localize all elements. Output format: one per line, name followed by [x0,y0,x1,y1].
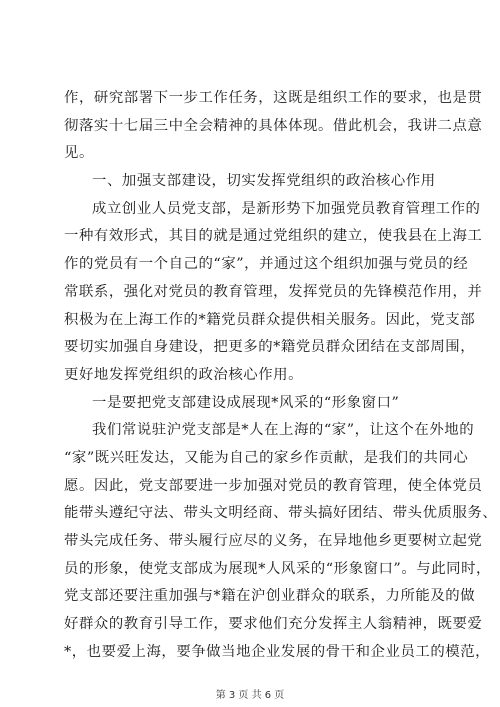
text-line: 更好地发挥党组织的政治核心作用。 [64,366,304,383]
page-footer: 第 3 页 共 6 页 [215,690,285,701]
text-line: 员的形象，使党支部成为展现*人风采的“形象窗口”。与此同时， [64,560,491,577]
text-line: 成立创业人员党支部，是新形势下加强党员教育管理工作的 [92,200,481,217]
text-line: 见。 [64,145,94,162]
text-line: “家”既兴旺发达，又能为自己的家乡作贡献，是我们的共同心 [64,449,469,466]
text-line: 作的党员有一个自己的“家”，并通过这个组织加强与党员的经 [64,256,469,273]
text-line: 我们常说驻沪党支部是*人在上海的“家”，让这个在外地的 [92,422,475,439]
document-body [64,88,498,669]
text-line: 能带头遵纪守法、带头文明经商、带头搞好团结、带头优质服务、 [64,505,498,522]
text-line: 作，研究部署下一步工作任务，这既是组织工作的要求，也是贯 [64,90,483,106]
text-line: 愿。因此，党支部要进一步加强对党员的教育管理，使全体党员 [64,477,483,494]
text-line: 好群众的教育引导工作，要求他们充分发挥主人翁精神，既要爱 [64,616,483,633]
text-line: 彻落实十七届三中全会精神的具体体现。借此机会，我讲二点意 [64,117,483,134]
text-line: 要切实加强自身建设，把更多的*籍党员群众团结在支部周围， [64,339,476,356]
text-line: 带头完成任务、带头履行应尽的义务，在异地他乡更要树立起党 [64,533,483,549]
text-line: 一是要把党支部建设成展现*风采的“形象窗口” [92,394,400,411]
text-line: *，也要爱上海，要争做当地企业发展的骨干和企业员工的模范， [64,643,491,660]
text-line: 党支部还要注重加强与*籍在沪创业群众的联系，力所能及的做 [64,588,476,605]
text-line: 积极为在上海工作的*籍党员群众提供相关服务。因此，党支部 [64,311,476,328]
text-line: 一种有效形式，其目的就是通过党组织的建立，使我县在上海工 [64,228,483,245]
text-line: 一、加强支部建设，切实发挥党组织的政治核心作用 [92,173,436,190]
text-line: 常联系，强化对党员的教育管理，发挥党员的先锋模范作用，并 [64,283,483,300]
